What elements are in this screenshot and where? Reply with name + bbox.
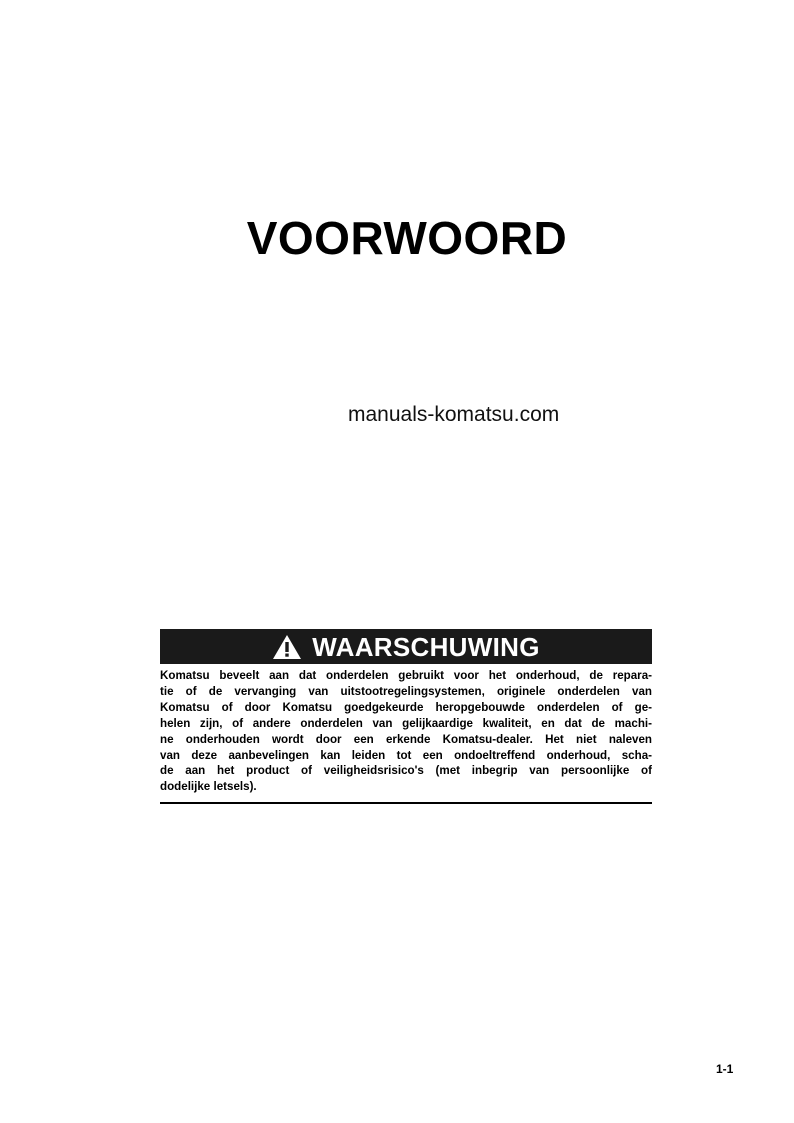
warning-triangle-icon <box>272 634 302 660</box>
warning-line: Komatsu beveelt aan dat onderdelen gebruikt voor het onderhoud, de repara- <box>160 669 652 682</box>
warning-line: ne onderhouden wordt door een erkende Komatsu-dealer. Het niet naleven <box>160 732 652 746</box>
warning-line: helen zijn, of andere onderdelen van gelijkaardige kwaliteit, en dat de machi- <box>160 716 652 730</box>
warning-line: van deze aanbevelingen kan leiden tot een ondoeltreffend onderhoud, scha- <box>160 748 652 762</box>
warning-line: dodelijke letsels). <box>160 780 257 794</box>
warning-title: WAARSCHUWING <box>312 631 540 662</box>
watermark-text: manuals-komatsu.com <box>348 403 560 426</box>
warning-box <box>160 629 652 804</box>
page-number: 1-1 <box>716 1062 734 1076</box>
warning-line: tie of de vervanging van uitstootregelingsystemen, originele onderdelen van <box>160 684 652 698</box>
page-title: VOORWOORD <box>246 212 568 264</box>
warning-line: de aan het product of veiligheidsrisico's (met inbegrip van persoonlijke of <box>160 764 652 778</box>
warning-line: Komatsu of door Komatsu goedgekeurde heropgebouwde onderdelen of ge- <box>160 700 652 714</box>
warning-text <box>160 668 652 804</box>
warning-header <box>160 629 652 664</box>
